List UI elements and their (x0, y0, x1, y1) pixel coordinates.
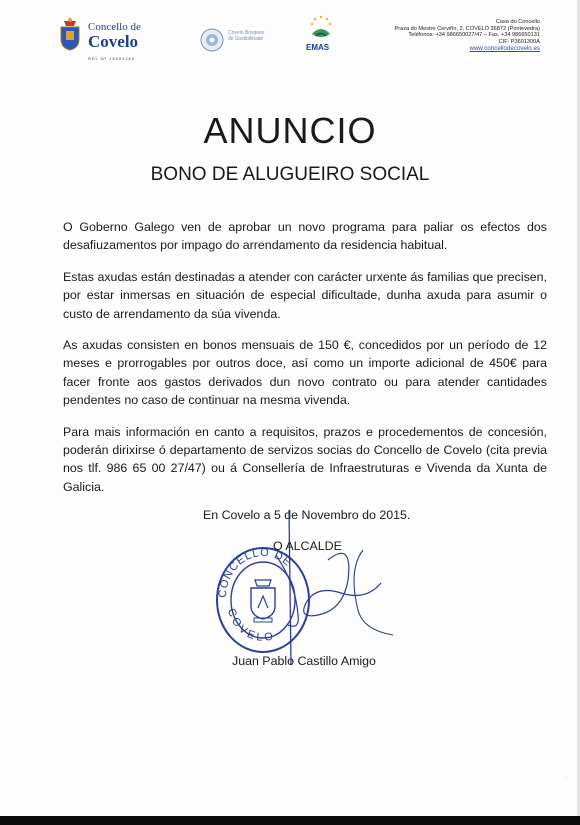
scan-bottom-edge (0, 816, 580, 825)
date-line: En Covelo a 5 de Novembro do 2015. (203, 508, 411, 522)
page-title: ANUNCIO (203, 110, 377, 151)
page-mark: · (565, 775, 567, 781)
logo-line-3: REL Nº 15001262 (88, 56, 136, 61)
handwritten-signature (268, 500, 408, 670)
partner-logo-text: Covelo Bosques de Sostibilidade (228, 30, 265, 42)
coat-of-arms-icon (58, 17, 82, 51)
seal-top-text: CONCELLO DE (216, 546, 294, 599)
emas-logo (303, 14, 339, 54)
paragraph-4: Para mais información en canto a requisitos, prazos e procedementos de concesión, poderán dirixirse ó departamento de servizos socias do Concello de Covelo (cita previa nos tlf. 986 65 00 27/47) ou á Consellería de Infraestruturas e Vivenda da Xunta de Galicia. (63, 424, 547, 494)
paragraph-2: Estas axudas están destinadas a atender con carácter urxente ás familias que precisen, por estar inmersas en situación de especial dificultade, dunha axuda para asumir o custo de arrendamento da súa vivenda. (63, 269, 547, 321)
page-subtitle: BONO DE ALUGUEIRO SOCIAL (150, 164, 430, 185)
signer-name: Juan Pablo Castillo Amigo (232, 654, 376, 668)
globe-icon (200, 28, 224, 52)
contact-line-1: Casa do Concello (495, 19, 540, 25)
website-link[interactable]: www.concellodecovelo.es (469, 45, 540, 53)
paragraph-3: As axudas consisten en bonos mensuais de 150 €, concedidos por un período de 12 meses e prorrogables por outros doce, así como un importe adicional de 450€ para facer fronte aos gastos derivados dun novo contrato ou para atender cantidades pendentes no caso de continuar na mesma vivenda. (63, 338, 547, 408)
contact-line-2: Praza do Mestre Cerviño, 2. COVELO 36872 (Pontevedra) (394, 25, 540, 32)
concello-logo (58, 17, 168, 61)
seal-bottom-text: COVELO (224, 607, 278, 644)
emas-label: EMAS (306, 43, 330, 52)
logo-line-2: Covelo (88, 32, 139, 51)
partner-logo (200, 28, 270, 54)
contact-info (394, 19, 540, 53)
announcement-body (63, 218, 547, 509)
paragraph-1: O Goberno Galego ven de aprobar un novo programa para paliar os efectos dos desafiuzamentos por impago do arrendamento da residencia habitual. (63, 220, 547, 253)
contact-line-3: Teléfonos: +34 986650027/47 – Fax. +34 986650131 (408, 32, 540, 39)
signer-title: O ALCALDE (273, 539, 342, 553)
eu-stars-icon (303, 14, 339, 42)
logo-line-1: Concello de (88, 21, 141, 33)
contact-line-4: CIF: P3601300A (498, 38, 540, 45)
